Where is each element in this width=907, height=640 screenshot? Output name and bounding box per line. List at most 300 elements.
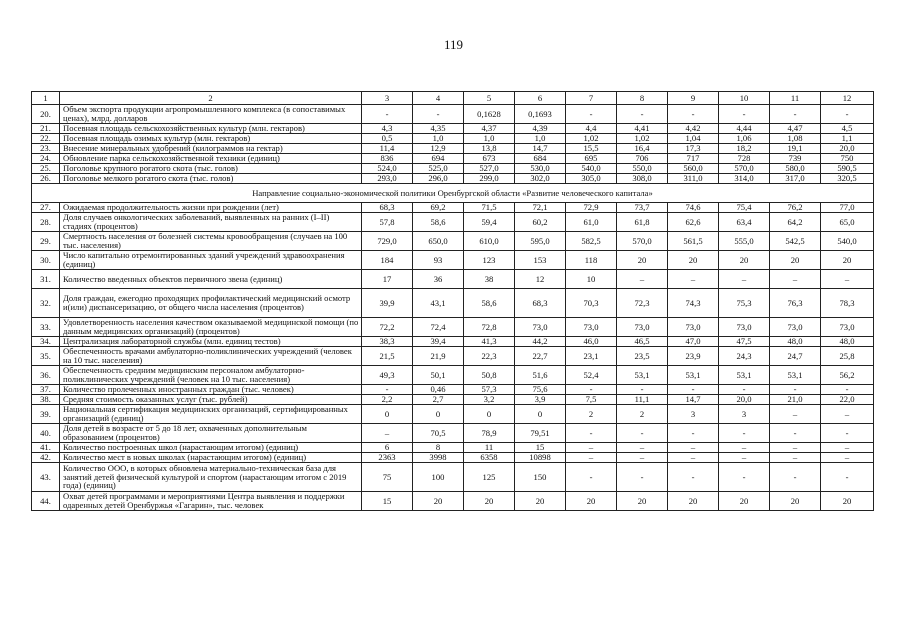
value-cell: 20,0 [821,144,874,154]
value-cell: 302,0 [515,174,566,184]
value-cell: 1,08 [770,134,821,144]
table-row [32,347,874,366]
row-number: 22. [32,134,60,144]
value-cell: 72,3 [617,289,668,318]
value-cell: 314,0 [719,174,770,184]
value-cell: 0,5 [362,134,413,144]
value-cell: 20 [821,492,874,511]
section-title: Направление социально-экономической политики Оренбургской области «Развитие человеческого капитала» [32,184,874,203]
value-cell: 590,5 [821,164,874,174]
value-cell: 48,0 [770,337,821,347]
row-number: 39. [32,405,60,424]
value-cell: 836 [362,154,413,164]
value-cell: 38,3 [362,337,413,347]
page-number: 119 [443,37,464,52]
value-cell: 317,0 [770,174,821,184]
table-row [32,337,874,347]
value-cell: 76,3 [770,289,821,318]
value-cell: 3 [668,405,719,424]
indicator-name: Централизация лабораторной службы (млн. единиц тестов) [60,337,362,347]
table-header-row [32,92,874,105]
table-row [32,424,874,443]
value-cell: 72,1 [515,203,566,213]
value-cell: – [770,405,821,424]
section-header-row [32,184,874,203]
value-cell: – [821,453,874,463]
value-cell: 78,3 [821,289,874,318]
value-cell: 63,4 [719,213,770,232]
table-row [32,385,874,395]
value-cell: 118 [566,251,617,270]
row-number: 26. [32,174,60,184]
value-cell: 52,4 [566,366,617,385]
value-cell: 50,1 [413,366,464,385]
table-row [32,318,874,337]
value-cell: 65,0 [821,213,874,232]
value-cell: 21,0 [770,395,821,405]
value-cell: 706 [617,154,668,164]
indicator-name: Количество мест в новых школах (нарастающим итогом) (единиц) [60,453,362,463]
value-cell: 0 [515,405,566,424]
value-cell: 100 [413,463,464,492]
table-row [32,463,874,492]
value-cell: 20 [821,251,874,270]
value-cell: - [770,105,821,124]
row-number: 38. [32,395,60,405]
value-cell: 70,5 [413,424,464,443]
value-cell: 22,3 [464,347,515,366]
value-cell: 23,9 [668,347,719,366]
indicator-name: Национальная сертификация медицинских организаций, сертифицированных организаций (единиц) [60,405,362,424]
value-cell: 75,4 [719,203,770,213]
value-cell: 305,0 [566,174,617,184]
value-cell: 73,0 [515,318,566,337]
value-cell: 58,6 [413,213,464,232]
value-cell: 74,3 [668,289,719,318]
header-cell: 3 [362,92,413,105]
indicator-name: Объем экспорта продукции агропромышленного комплекса (в сопоставимых ценах), млрд. долларов [60,105,362,124]
value-cell: - [770,424,821,443]
row-number: 32. [32,289,60,318]
row-number: 24. [32,154,60,164]
value-cell: 8 [413,443,464,453]
row-number: 34. [32,337,60,347]
value-cell: 75,6 [515,385,566,395]
value-cell: 296,0 [413,174,464,184]
value-cell: 7,5 [566,395,617,405]
value-cell: 542,5 [770,232,821,251]
value-cell: 38 [464,270,515,289]
value-cell: 24,7 [770,347,821,366]
row-number: 41. [32,443,60,453]
row-number: 37. [32,385,60,395]
table-row [32,395,874,405]
row-number: 35. [32,347,60,366]
value-cell: 739 [770,154,821,164]
value-cell: - [617,105,668,124]
value-cell: 4,4 [566,124,617,134]
header-cell: 12 [821,92,874,105]
value-cell: 10 [566,270,617,289]
value-cell: 23,5 [617,347,668,366]
value-cell: 25,8 [821,347,874,366]
value-cell: 53,1 [617,366,668,385]
value-cell: - [362,105,413,124]
value-cell: 17 [362,270,413,289]
value-cell: - [770,463,821,492]
value-cell: 57,8 [362,213,413,232]
value-cell: 18,2 [719,144,770,154]
value-cell: 0 [362,405,413,424]
value-cell: 3,2 [464,395,515,405]
table-row [32,124,874,134]
value-cell: 43,1 [413,289,464,318]
indicator-name: Посевная площадь озимых культур (млн. гектаров) [60,134,362,144]
value-cell: 4,44 [719,124,770,134]
header-cell: 6 [515,92,566,105]
value-cell: – [617,270,668,289]
value-cell: 51,6 [515,366,566,385]
table-row [32,492,874,511]
indicator-name: Обновление парка сельскохозяйственной техники (единиц) [60,154,362,164]
indicator-name: Количество введенных объектов первичного звена (единиц) [60,270,362,289]
value-cell: 58,6 [464,289,515,318]
value-cell: 1,1 [821,134,874,144]
indicator-name: Смертность населения от болезней системы кровообращения (случаев на 100 тыс. населения) [60,232,362,251]
value-cell: 15 [515,443,566,453]
value-cell: – [362,424,413,443]
value-cell: 4,5 [821,124,874,134]
value-cell: 14,7 [515,144,566,154]
value-cell: 580,0 [770,164,821,174]
header-cell: 5 [464,92,515,105]
value-cell: 20 [770,251,821,270]
row-number: 28. [32,213,60,232]
table-row [32,443,874,453]
value-cell: 4,37 [464,124,515,134]
value-cell: - [617,463,668,492]
value-cell: 20 [515,492,566,511]
table-row [32,154,874,164]
value-cell: 4,39 [515,124,566,134]
value-cell: 73,0 [617,318,668,337]
value-cell: – [719,443,770,453]
value-cell: – [668,270,719,289]
value-cell: 21,5 [362,347,413,366]
value-cell: 41,3 [464,337,515,347]
value-cell: 610,0 [464,232,515,251]
value-cell: 73,0 [821,318,874,337]
value-cell: 19,1 [770,144,821,154]
value-cell: 11,1 [617,395,668,405]
value-cell: 73,7 [617,203,668,213]
value-cell: - [668,424,719,443]
value-cell: 75 [362,463,413,492]
header-cell: 11 [770,92,821,105]
value-cell: 53,1 [719,366,770,385]
value-cell: 64,2 [770,213,821,232]
value-cell: 53,1 [770,366,821,385]
value-cell: 20 [668,492,719,511]
header-cell: 2 [60,92,362,105]
value-cell: - [821,105,874,124]
value-cell: 79,51 [515,424,566,443]
value-cell: - [566,105,617,124]
value-cell: 74,6 [668,203,719,213]
value-cell: 50,8 [464,366,515,385]
value-cell: 308,0 [617,174,668,184]
value-cell: 684 [515,154,566,164]
value-cell: 39,9 [362,289,413,318]
value-cell: 650,0 [413,232,464,251]
value-cell: 0,46 [413,385,464,395]
value-cell: 1,02 [566,134,617,144]
value-cell: 75,3 [719,289,770,318]
value-cell: 23,1 [566,347,617,366]
header-cell: 9 [668,92,719,105]
value-cell: - [362,385,413,395]
indicator-name: Поголовье крупного рогатого скота (тыс. голов) [60,164,362,174]
value-cell: – [770,453,821,463]
value-cell: 293,0 [362,174,413,184]
indicator-name: Средняя стоимость оказанных услуг (тыс. рублей) [60,395,362,405]
value-cell: – [668,443,719,453]
value-cell: 57,3 [464,385,515,395]
indicator-name: Поголовье мелкого рогатого скота (тыс. голов) [60,174,362,184]
value-cell: 4,41 [617,124,668,134]
row-number: 30. [32,251,60,270]
value-cell: – [770,443,821,453]
value-cell: 68,3 [362,203,413,213]
value-cell: 125 [464,463,515,492]
value-cell: - [617,385,668,395]
value-cell: - [413,105,464,124]
table-row [32,289,874,318]
table-row [32,453,874,463]
value-cell: 570,0 [617,232,668,251]
value-cell: – [821,405,874,424]
row-number: 40. [32,424,60,443]
value-cell: 12,9 [413,144,464,154]
value-cell: 49,3 [362,366,413,385]
value-cell: 61,8 [617,213,668,232]
value-cell: 694 [413,154,464,164]
value-cell: 20 [770,492,821,511]
value-cell: – [566,443,617,453]
value-cell: 555,0 [719,232,770,251]
value-cell: - [566,385,617,395]
value-cell: 150 [515,463,566,492]
indicator-name: Число капитально отремонтированных зданий учреждений здравоохранения (единиц) [60,251,362,270]
value-cell: – [770,270,821,289]
value-cell: 0,1628 [464,105,515,124]
value-cell: 72,2 [362,318,413,337]
value-cell: – [821,270,874,289]
value-cell: 24,3 [719,347,770,366]
table-row [32,366,874,385]
value-cell: 68,3 [515,289,566,318]
row-number: 42. [32,453,60,463]
value-cell: - [719,105,770,124]
value-cell: 595,0 [515,232,566,251]
value-cell: 14,7 [668,395,719,405]
value-cell: 1,0 [464,134,515,144]
table-row [32,144,874,154]
value-cell: 11 [464,443,515,453]
value-cell: 3,9 [515,395,566,405]
value-cell: 16,4 [617,144,668,154]
value-cell: 72,8 [464,318,515,337]
table-row [32,164,874,174]
value-cell: 123 [464,251,515,270]
value-cell: - [821,463,874,492]
value-cell: 20 [719,251,770,270]
value-cell: 15 [362,492,413,511]
value-cell: 72,9 [566,203,617,213]
header-cell: 1 [32,92,60,105]
indicator-name: Посевная площадь сельскохозяйственных культур (млн. гектаров) [60,124,362,134]
value-cell: 4,35 [413,124,464,134]
indicator-name: Количество ООО, в которых обновлена материально-техническая база для занятий детей физической культурой и спортом (нарастающим итогом с 2019 года) (единиц) [60,463,362,492]
table-row [32,174,874,184]
value-cell: 11,4 [362,144,413,154]
value-cell: - [821,424,874,443]
value-cell: 48,0 [821,337,874,347]
row-number: 31. [32,270,60,289]
value-cell: 20 [617,251,668,270]
value-cell: 4,42 [668,124,719,134]
value-cell: 73,0 [668,318,719,337]
value-cell: 1,0 [413,134,464,144]
value-cell: 6358 [464,453,515,463]
table-row [32,203,874,213]
value-cell: 0 [464,405,515,424]
value-cell: 20 [617,492,668,511]
value-cell: 22,0 [821,395,874,405]
value-cell: 184 [362,251,413,270]
value-cell: 153 [515,251,566,270]
value-cell: 36 [413,270,464,289]
value-cell: 22,7 [515,347,566,366]
value-cell: 59,4 [464,213,515,232]
value-cell: - [668,463,719,492]
value-cell: 12 [515,270,566,289]
value-cell: 61,0 [566,213,617,232]
value-cell: 582,5 [566,232,617,251]
value-cell: 20 [566,492,617,511]
row-number: 20. [32,105,60,124]
value-cell: – [566,453,617,463]
table-row [32,405,874,424]
value-cell: – [719,453,770,463]
value-cell: 560,0 [668,164,719,174]
value-cell: 78,9 [464,424,515,443]
value-cell: 46,5 [617,337,668,347]
row-number: 33. [32,318,60,337]
value-cell: 1,02 [617,134,668,144]
value-cell: - [668,385,719,395]
table-row [32,251,874,270]
value-cell: 561,5 [668,232,719,251]
value-cell: 53,1 [668,366,719,385]
row-number: 23. [32,144,60,154]
value-cell: 4,47 [770,124,821,134]
indicator-name: Количество пролеченных иностранных граждан (тыс. человек) [60,385,362,395]
indicator-name: Доля случаев онкологических заболеваний, выявленных на ранних (I–II) стадиях (процентов) [60,213,362,232]
value-cell: 2,7 [413,395,464,405]
table-row [32,232,874,251]
value-cell: 524,0 [362,164,413,174]
value-cell: 15,5 [566,144,617,154]
indicator-name: Доля граждан, ежегодно проходящих профилактический медицинский осмотр и(или) диспансеризацию, от общего числа населения (процентов) [60,289,362,318]
row-number: 25. [32,164,60,174]
value-cell: 2,2 [362,395,413,405]
indicator-name: Охват детей программами и мероприятиями Центра выявления и поддержки одаренных детей Оренбуржья «Гагарин», тыс. человек [60,492,362,511]
value-cell: 21,9 [413,347,464,366]
header-cell: 8 [617,92,668,105]
value-cell: 728 [719,154,770,164]
value-cell: 2 [617,405,668,424]
value-cell: 39,4 [413,337,464,347]
value-cell: 3 [719,405,770,424]
value-cell: 10898 [515,453,566,463]
row-number: 43. [32,463,60,492]
value-cell: 46,0 [566,337,617,347]
value-cell: 73,0 [719,318,770,337]
value-cell: 17,3 [668,144,719,154]
indicator-name: Обеспеченность средним медицинским персоналом амбулаторно-поликлинических учреждений (человек на 10 тыс. населения) [60,366,362,385]
value-cell: 4,3 [362,124,413,134]
header-cell: 7 [566,92,617,105]
value-cell: - [719,424,770,443]
value-cell: 2 [566,405,617,424]
value-cell: 540,0 [566,164,617,174]
value-cell: 20 [719,492,770,511]
indicator-name: Обеспеченность врачами амбулаторно-поликлинических учреждений (человек на 10 тыс. населения) [60,347,362,366]
value-cell: - [719,385,770,395]
value-cell: 2363 [362,453,413,463]
value-cell: 20 [413,492,464,511]
indicator-name: Количество построенных школ (нарастающим итогом) (единиц) [60,443,362,453]
indicator-name: Удовлетворенность населения качеством оказываемой медицинской помощи (по данным медицинских организаций) (процентов) [60,318,362,337]
header-cell: 10 [719,92,770,105]
value-cell: 695 [566,154,617,164]
value-cell: 73,0 [770,318,821,337]
value-cell: 56,2 [821,366,874,385]
value-cell: 13,8 [464,144,515,154]
indicator-name: Доля детей в возрасте от 5 до 18 лет, охваченных дополнительным образованием (процентов) [60,424,362,443]
value-cell: 3998 [413,453,464,463]
value-cell: - [719,463,770,492]
row-number: 21. [32,124,60,134]
header-cell: 4 [413,92,464,105]
value-cell: 60,2 [515,213,566,232]
row-number: 29. [32,232,60,251]
value-cell: - [566,463,617,492]
value-cell: 525,0 [413,164,464,174]
value-cell: 20,0 [719,395,770,405]
value-cell: 729,0 [362,232,413,251]
value-cell: 76,2 [770,203,821,213]
value-cell: - [821,385,874,395]
value-cell: 530,0 [515,164,566,174]
value-cell: 750 [821,154,874,164]
value-cell: 47,0 [668,337,719,347]
value-cell: – [668,453,719,463]
row-number: 44. [32,492,60,511]
table-row [32,134,874,144]
table-row [32,270,874,289]
